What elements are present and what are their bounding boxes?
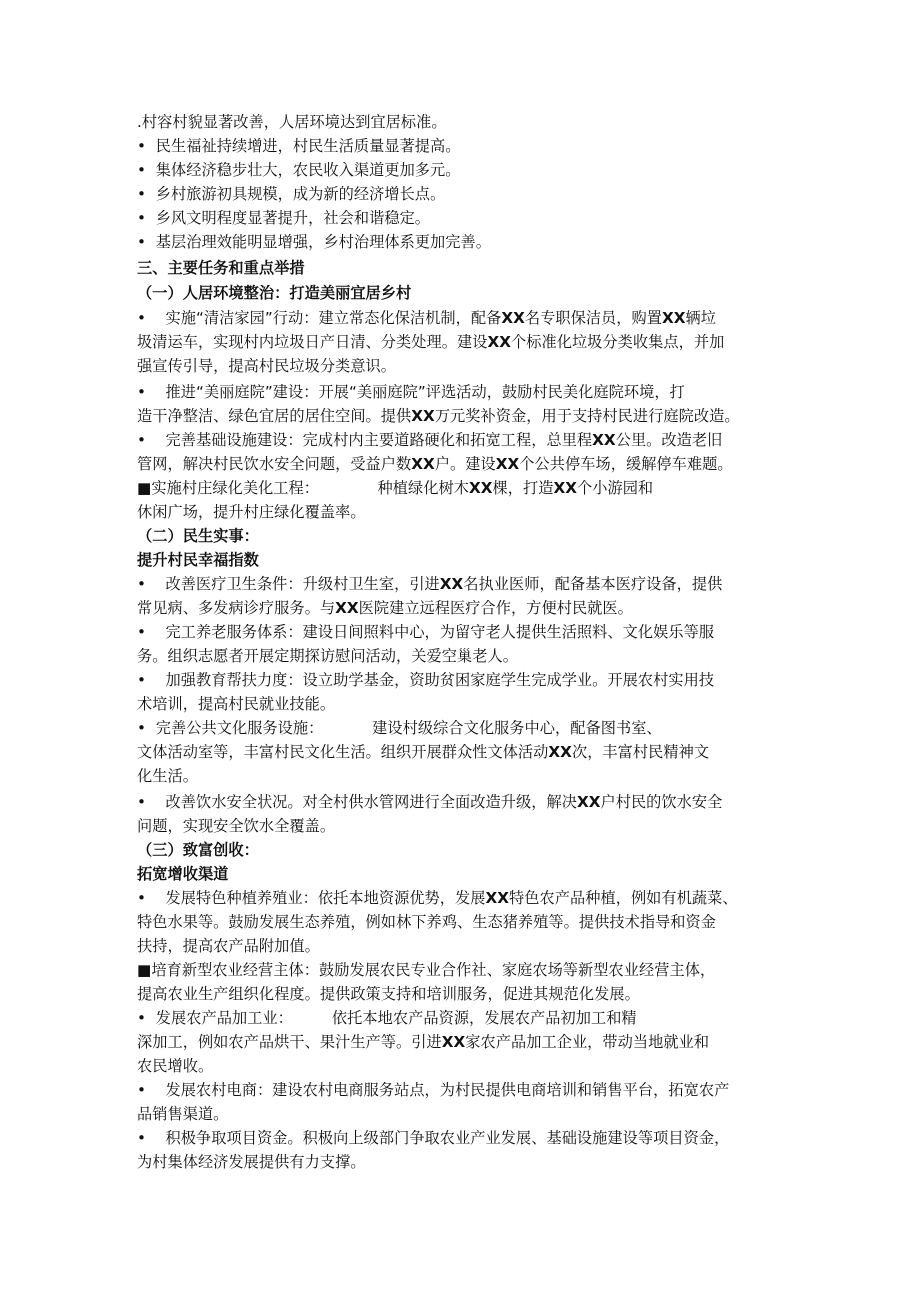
bullet-line: • 完善基础设施建设：完成村内主要道路硬化和拓宽工程，总里程XX公里。改造老旧: [137, 431, 723, 449]
text-line: 造干净整洁、绿色宜居的居住空间。提供XX万元奖补资金，用于支持村民进行庭院改造。: [137, 407, 740, 425]
bullet-line: • 发展农产品加工业： 依托本地农产品资源，发展农产品初加工和精: [137, 1009, 637, 1027]
bullet-line: • 民生福祉持续增进，村民生活质量显著提高。: [137, 137, 461, 155]
bullet-line: • 改善饮水安全状况。对全村供水管网进行全面改造升级，解决XX户村民的饮水安全: [137, 793, 723, 811]
bullet-line: • 发展农村电商：建设农村电商服务站点，为村民提供电商培训和销售平台，拓宽农产: [137, 1081, 730, 1099]
subsection-heading: 拓宽增收渠道: [137, 865, 229, 883]
text-line: 为村集体经济发展提供有力支撑。: [137, 1153, 366, 1171]
text-line: 问题，实现安全饮水全覆盖。: [137, 817, 336, 835]
text-line: 品销售渠道。: [137, 1105, 229, 1123]
text-line: .村容村貌显著改善，人居环境达到宜居标准。: [137, 113, 447, 131]
bullet-line: ■培育新型农业经营主体：鼓励发展农民专业合作社、家庭农场等新型农业经营主体，: [137, 961, 716, 979]
bullet-line: • 完善公共文化服务设施： 建设村级综合文化服务中心，配备图书室、: [137, 719, 662, 737]
section-heading: 三、主要任务和重点举措: [137, 259, 305, 277]
bullet-line: • 集体经济稳步壮大，农民收入渠道更加多元。: [137, 161, 461, 179]
text-line: 深加工，例如农产品烘干、果汁生产等。引进XX家农产品加工企业，带动当地就业和: [137, 1033, 710, 1051]
text-line: 特色水果等。鼓励发展生态养殖，例如林下养鸡、生态猪养殖等。提供技术指导和资金: [137, 913, 717, 931]
text-line: 管网，解决村民饮水安全问题，受益户数XX户。建设XX个公共停车场，缓解停车难题。: [137, 455, 733, 473]
bullet-line: • 基层治理效能明显增强，乡村治理体系更加完善。: [137, 233, 491, 251]
bullet-line: • 发展特色种植养殖业：依托本地资源优势，发展XX特色农产品种植，例如有机蔬菜、: [137, 889, 738, 907]
text-line: 圾清运车，实现村内垃圾日产日清、分类处理。建设XX个标准化垃圾分类收集点，并加: [137, 333, 725, 351]
bullet-line: • 乡风文明程度显著提升，社会和谐稳定。: [137, 209, 431, 227]
bullet-line: • 加强教育帮扶力度：设立助学基金，资助贫困家庭学生完成学业。开展农村实用技: [137, 671, 715, 689]
text-line: 常见病、多发病诊疗服务。与XX医院建立远程医疗合作，方便村民就医。: [137, 599, 633, 617]
subsection-heading: （三）致富创收：: [137, 841, 259, 859]
bullet-line: • 改善医疗卫生条件：升级村卫生室，引进XX名执业医师，配备基本医疗设备，提供: [137, 575, 723, 593]
text-line: 提高农业生产组织化程度。提供政策支持和培训服务，促进其规范化发展。: [137, 985, 640, 1003]
bullet-line: • 积极争取项目资金。积极向上级部门争取农业产业发展、基础设施建设等项目资金，: [137, 1129, 730, 1147]
text-line: 化生活。: [137, 767, 198, 785]
text-line: 文体活动室等，丰富村民文化生活。组织开展群众性文体活动XX次，丰富村民精神文: [137, 743, 710, 761]
bullet-line: ■实施村庄绿化美化工程： 种植绿化树木XX棵，打造XX个小游园和: [137, 479, 654, 497]
bullet-line: • 完工养老服务体系：建设日间照料中心，为留守老人提供生活照料、文化娱乐等服: [137, 623, 715, 641]
subsection-heading: （一）人居环境整治：打造美丽宜居乡村: [137, 284, 412, 302]
bullet-line: • 推进“美丽庭院”建设：开展“美丽庭院”评选活动，鼓励村民美化庭院环境，打: [137, 383, 685, 401]
bullet-line: • 实施“清洁家园”行动：建立常态化保洁机制，配备XX名专职保洁员，购置XX辆垃: [137, 309, 717, 327]
text-line: 强宣传引导，提高村民垃圾分类意识。: [137, 357, 397, 375]
text-line: 扶持，提高农产品附加值。: [137, 937, 320, 955]
text-line: 农民增收。: [137, 1057, 214, 1075]
subsection-heading: （二）民生实事：: [137, 527, 259, 545]
text-line: 务。组织志愿者开展定期探访慰问活动，关爱空巢老人。: [137, 647, 518, 665]
bullet-line: • 乡村旅游初具规模，成为新的经济增长点。: [137, 185, 446, 203]
subsection-heading: 提升村民幸福指数: [137, 551, 259, 569]
text-line: 术培训，提高村民就业技能。: [137, 695, 336, 713]
text-line: 休闲广场，提升村庄绿化覆盖率。: [137, 503, 366, 521]
